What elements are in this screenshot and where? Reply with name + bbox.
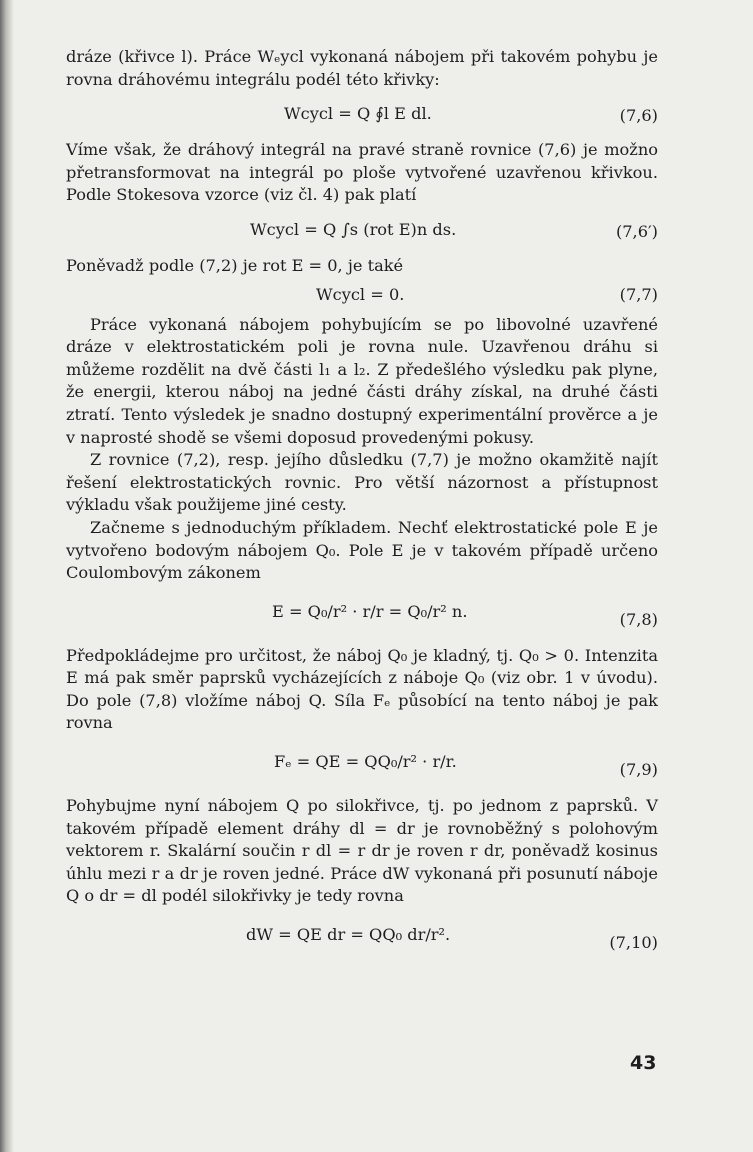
paragraph-1: dráze (křivce l). Práce Wₑycl vykonaná nábojem při takovém pohybu je rovna dráhovému integrálu podél této křivky:: [66, 47, 658, 89]
equation-number: (7,7): [619, 284, 658, 304]
page-body: [66, 46, 658, 968]
paragraph-4: Práce vykonaná nábojem pohybujícím se po libovolné uzavřené dráze v elektrostatickém poli je rovna nule. Uzavřenou dráhu si můžeme rozdělit na dvě části l₁ a l₂. Z předešlého výsledku pak plyne, že energii, kterou náboj na jedné části dráhy získal, na druhé části ztratí. Tento výsledek je snadno dostupný experimentální prověrce a je v naprosté shodě se všemi doposud provedenými pokusy.: [66, 314, 658, 447]
paragraph-2: Víme však, že dráhový integrál na pravé straně rovnice (7,6) je možno přetransformovat na integrál po ploše vytvořené uzavřenou křivkou. Podle Stokesova vzorce (viz čl. 4) pak platí: [66, 140, 658, 205]
paragraph-7: Předpokládejme pro určitost, že náboj Q₀ je kladný, tj. Q₀ > 0. Intenzita E má pak směr paprsků vycházejících z náboje Q₀ (viz obr. 1 v úvodu). Do pole (7,8) vložíme náboj Q. Síla Fₑ působící na tento náboj je pak rovna: [66, 645, 658, 733]
equation-7-10: [66, 910, 658, 968]
equation-expression: Wcycl = Q ∮l E dl.: [284, 104, 432, 124]
equation-expression: E = Q₀/r² · r/r = Q₀/r² n.: [272, 601, 468, 621]
paragraph-3: Poněvadž podle (7,2) je rot E = 0, je také: [66, 255, 404, 275]
equation-7-6-prime: [66, 209, 658, 255]
equation-number: (7,10): [609, 933, 658, 953]
equation-number: (7,6′): [615, 221, 658, 241]
equation-number: (7,9): [619, 760, 658, 780]
page-number: 43: [630, 1052, 657, 1074]
equation-expression: Wcycl = Q ∫s (rot E)n ds.: [250, 219, 457, 239]
equation-7-8: [66, 587, 658, 645]
equation-expression: dW = QE dr = QQ₀ dr/r².: [246, 925, 451, 945]
paragraph-5: Z rovnice (7,2), resp. jejího důsledku (7,7) je možno okamžitě najít řešení elektrostatických rovnic. Pro větší názornost a přístupnost výkladu však použijeme jiné cesty.: [66, 450, 658, 515]
equation-number: (7,8): [619, 609, 658, 629]
equation-7-6: [66, 93, 658, 139]
equation-expression: Wcycl = 0.: [316, 284, 405, 304]
equation-expression: Fₑ = QE = QQ₀/r² · r/r.: [274, 752, 457, 772]
paragraph-8: Pohybujme nyní nábojem Q po silokřivce, tj. po jednom z paprsků. V takovém případě element dráhy dl = dr je rovnoběžný s polohovým vektorem r. Skalární součin r dl = r dr je roven r dr, poněvadž kosinus úhlu mezi r a dr je roven jedné. Práce dW vykonaná při posunutí náboje Q o dr = dl podél silokřivky je tedy rovna: [66, 796, 658, 906]
equation-7-9: [66, 737, 658, 795]
equation-7-7: [66, 280, 658, 314]
book-gutter-shadow: [0, 0, 14, 1152]
paragraph-6: Začneme s jednoduchým příkladem. Nechť elektrostatické pole E je vytvořeno bodovým nábojem Q₀. Pole E je v takovém případě určeno Coulombovým zákonem: [66, 517, 658, 583]
equation-number: (7,6): [619, 106, 658, 126]
